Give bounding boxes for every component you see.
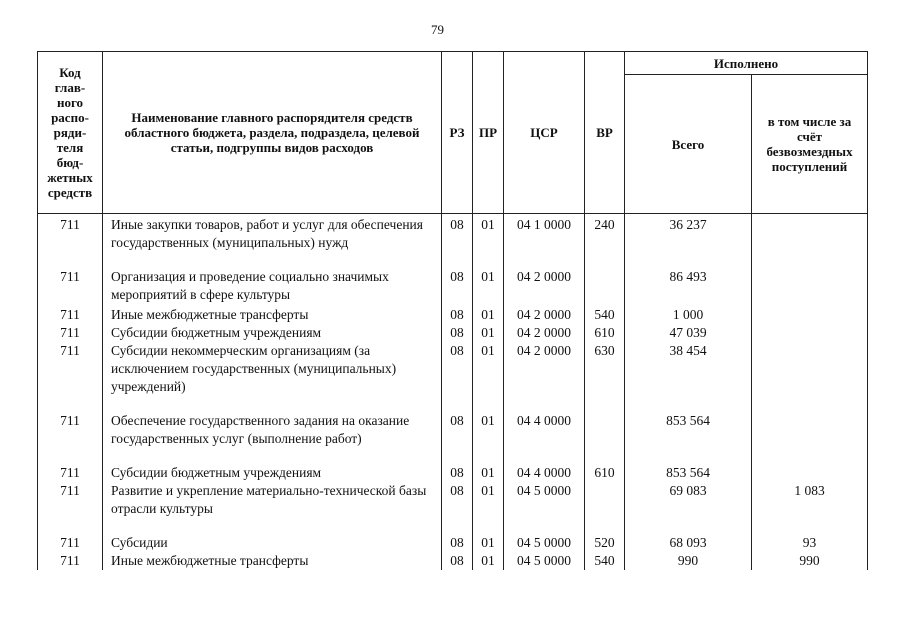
cell-name: Развитие и укрепление материально-технической базы отрасли культуры: [103, 482, 442, 534]
header-code: [38, 52, 103, 214]
cell-pr: 01: [473, 214, 504, 269]
cell-csr: 04 4 0000: [504, 412, 585, 464]
cell-vr: [585, 268, 625, 306]
cell-total: 47 039: [625, 324, 752, 342]
cell-vr: 610: [585, 464, 625, 482]
header-rz: РЗ: [442, 52, 473, 214]
cell-rz: 08: [442, 412, 473, 464]
cell-pr: 01: [473, 412, 504, 464]
cell-pr: 01: [473, 306, 504, 324]
table-row: [38, 324, 868, 342]
cell-code: 711: [38, 534, 103, 552]
cell-csr: 04 2 0000: [504, 324, 585, 342]
cell-gratuitous: [752, 324, 868, 342]
cell-total: 853 564: [625, 464, 752, 482]
cell-rz: 08: [442, 342, 473, 412]
header-code-line: Код: [59, 65, 81, 80]
header-code-line: бюд-: [56, 155, 84, 170]
header-code-line: жетных: [47, 170, 93, 185]
cell-total: 853 564: [625, 412, 752, 464]
cell-code: 711: [38, 464, 103, 482]
table-row: [38, 342, 868, 412]
cell-name: Субсидии: [103, 534, 442, 552]
cell-rz: 08: [442, 464, 473, 482]
cell-gratuitous: [752, 464, 868, 482]
table-row: [38, 534, 868, 552]
cell-rz: 08: [442, 324, 473, 342]
header-vr: ВР: [585, 52, 625, 214]
header-gratuitous: в том числе за счёт безвозмездных поступлений: [752, 75, 868, 214]
cell-rz: 08: [442, 552, 473, 570]
table-row: [38, 306, 868, 324]
header-code-line: глав-: [54, 80, 86, 95]
cell-name: Иные межбюджетные трансферты: [103, 552, 442, 570]
cell-gratuitous: [752, 306, 868, 324]
cell-vr: 240: [585, 214, 625, 269]
header-code-line: ряди-: [53, 125, 87, 140]
table-row: [38, 552, 868, 570]
cell-csr: 04 2 0000: [504, 268, 585, 306]
header-code-line: средств: [47, 185, 93, 200]
budget-table: [37, 51, 868, 570]
cell-code: 711: [38, 482, 103, 534]
cell-code: 711: [38, 342, 103, 412]
cell-gratuitous: [752, 268, 868, 306]
cell-rz: 08: [442, 482, 473, 534]
cell-code: 711: [38, 324, 103, 342]
cell-code: 711: [38, 214, 103, 269]
cell-vr: 540: [585, 552, 625, 570]
cell-gratuitous: 1 083: [752, 482, 868, 534]
cell-code: 711: [38, 306, 103, 324]
cell-code: 711: [38, 552, 103, 570]
cell-code: 711: [38, 268, 103, 306]
table-row: [38, 214, 868, 269]
cell-name: Иные закупки товаров, работ и услуг для обеспечения государственных (муниципальных) нужд: [103, 214, 442, 269]
cell-rz: 08: [442, 534, 473, 552]
cell-total: 69 083: [625, 482, 752, 534]
header-code-line: распо-: [51, 110, 89, 125]
header-name: Наименование главного распорядителя средств областного бюджета, раздела, подраздела, целевой статьи, подгруппы видов расходов: [103, 52, 442, 214]
cell-pr: 01: [473, 268, 504, 306]
header-pr: ПР: [473, 52, 504, 214]
header-csr: ЦСР: [504, 52, 585, 214]
cell-vr: [585, 412, 625, 464]
cell-pr: 01: [473, 552, 504, 570]
cell-name: Субсидии бюджетным учреждениям: [103, 464, 442, 482]
cell-code: 711: [38, 412, 103, 464]
table-row: [38, 464, 868, 482]
cell-csr: 04 2 0000: [504, 306, 585, 324]
cell-csr: 04 5 0000: [504, 552, 585, 570]
cell-name: Субсидии некоммерческим организациям (за исключением государственных (муниципальных) учреждений): [103, 342, 442, 412]
cell-total: 68 093: [625, 534, 752, 552]
page-number: 79: [431, 22, 444, 37]
cell-vr: 630: [585, 342, 625, 412]
cell-pr: 01: [473, 482, 504, 534]
cell-vr: [585, 482, 625, 534]
cell-gratuitous: 990: [752, 552, 868, 570]
cell-gratuitous: [752, 214, 868, 269]
cell-total: 38 454: [625, 342, 752, 412]
cell-rz: 08: [442, 306, 473, 324]
cell-vr: 540: [585, 306, 625, 324]
cell-total: 1 000: [625, 306, 752, 324]
cell-pr: 01: [473, 464, 504, 482]
cell-rz: 08: [442, 214, 473, 269]
cell-name: Организация и проведение социально значимых мероприятий в сфере культуры: [103, 268, 442, 306]
cell-total: 86 493: [625, 268, 752, 306]
cell-name: Субсидии бюджетным учреждениям: [103, 324, 442, 342]
cell-csr: 04 2 0000: [504, 342, 585, 412]
cell-pr: 01: [473, 342, 504, 412]
cell-gratuitous: 93: [752, 534, 868, 552]
cell-csr: 04 5 0000: [504, 534, 585, 552]
cell-rz: 08: [442, 268, 473, 306]
cell-name: Обеспечение государственного задания на оказание государственных услуг (выполнение работ): [103, 412, 442, 464]
cell-csr: 04 4 0000: [504, 464, 585, 482]
table-row: [38, 268, 868, 306]
cell-vr: 610: [585, 324, 625, 342]
cell-pr: 01: [473, 534, 504, 552]
cell-name: Иные межбюджетные трансферты: [103, 306, 442, 324]
cell-vr: 520: [585, 534, 625, 552]
table-row: [38, 482, 868, 534]
cell-csr: 04 1 0000: [504, 214, 585, 269]
cell-gratuitous: [752, 412, 868, 464]
cell-pr: 01: [473, 324, 504, 342]
header-executed: Исполнено: [625, 52, 868, 75]
cell-csr: 04 5 0000: [504, 482, 585, 534]
header-code-line: теля: [56, 140, 84, 155]
cell-gratuitous: [752, 342, 868, 412]
table-row: [38, 412, 868, 464]
header-code-line: ного: [56, 95, 84, 110]
cell-total: 36 237: [625, 214, 752, 269]
header-total: Всего: [625, 75, 752, 214]
cell-total: 990: [625, 552, 752, 570]
